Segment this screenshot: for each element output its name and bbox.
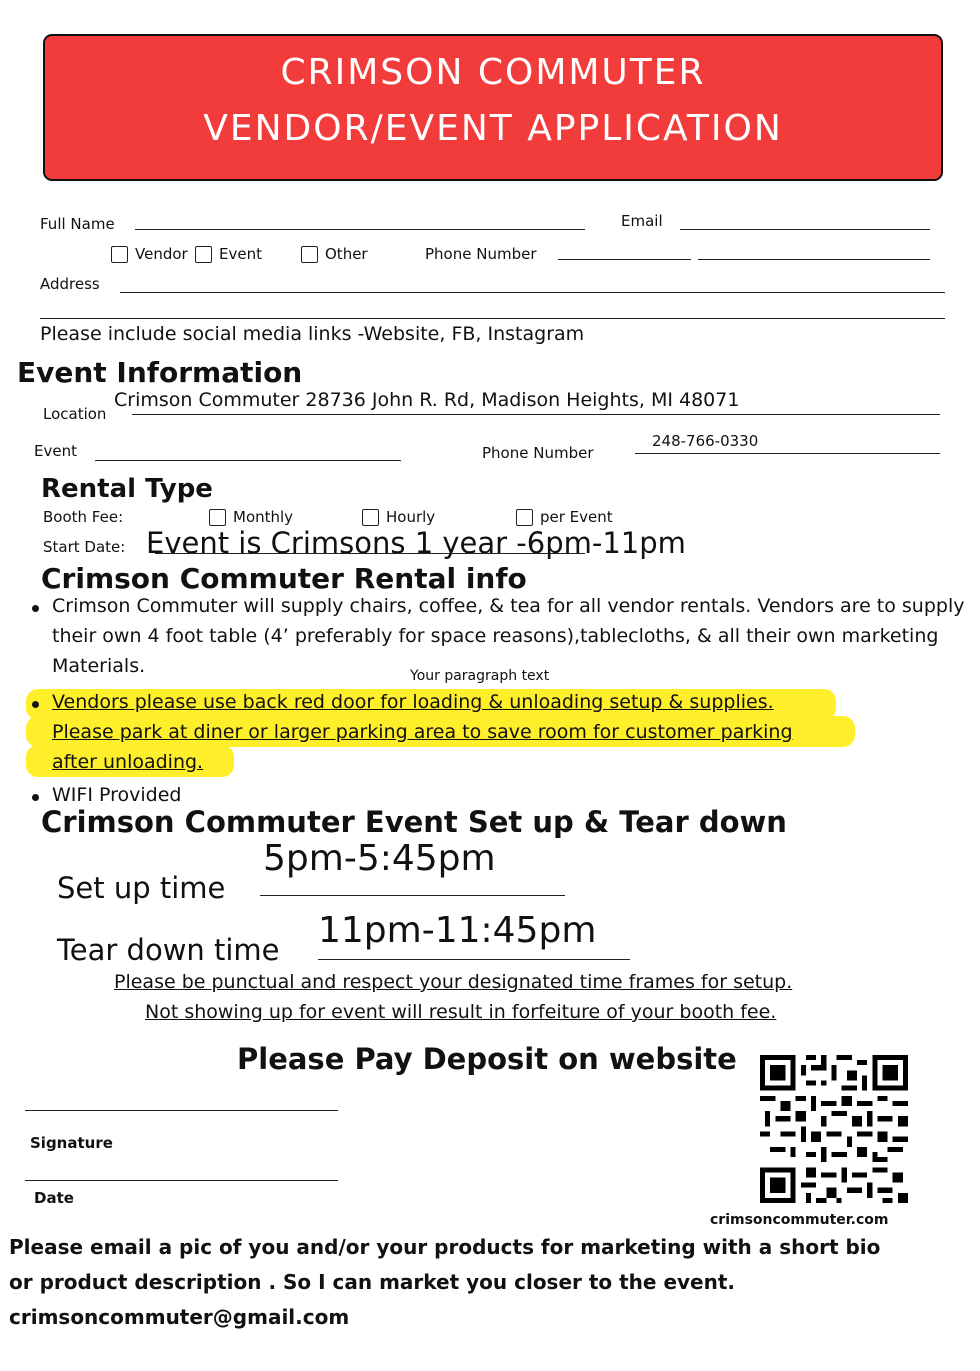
event-label: Event xyxy=(219,245,262,263)
full-name-label: Full Name xyxy=(40,215,115,233)
website-qr-code[interactable] xyxy=(760,1055,908,1203)
footer-line2: or product description . So I can market you closer to the event. xyxy=(9,1270,736,1294)
phone-field-part2[interactable] xyxy=(698,259,930,260)
application-header xyxy=(43,34,943,181)
punctuality-note: Please be punctual and respect your designated time frames for setup. xyxy=(114,971,793,993)
date-label: Date xyxy=(34,1189,74,1207)
email-field[interactable] xyxy=(680,229,930,230)
event-phone-value: 248-766-0330 xyxy=(652,432,759,450)
start-date-field[interactable] xyxy=(155,553,585,554)
pay-deposit-heading: Please Pay Deposit on website xyxy=(237,1042,737,1076)
event-name-label: Event xyxy=(34,442,77,460)
address-label: Address xyxy=(40,275,100,293)
loading-instructions-line3: after unloading. xyxy=(52,751,204,773)
social-media-note: Please include social media links -Website, FB, Instagram xyxy=(40,323,585,345)
setup-time-field[interactable] xyxy=(260,895,565,896)
start-date-value: Event is Crimsons 1 year -6pm-11pm xyxy=(146,526,686,560)
contact-email[interactable]: crimsoncommuter@gmail.com xyxy=(9,1305,350,1329)
event-information-heading: Event Information xyxy=(17,356,303,389)
event-checkbox[interactable] xyxy=(195,246,212,263)
per-event-checkbox[interactable] xyxy=(516,509,533,526)
paragraph-placeholder: Your paragraph text xyxy=(410,668,550,684)
location-label: Location xyxy=(43,405,107,423)
setup-teardown-heading: Crimson Commuter Event Set up & Tear down xyxy=(41,805,787,839)
signature-label: Signature xyxy=(30,1134,113,1152)
header-title-line1: CRIMSON COMMUTER xyxy=(280,52,706,93)
start-date-label: Start Date: xyxy=(43,538,126,556)
signature-field[interactable] xyxy=(25,1110,338,1111)
monthly-label: Monthly xyxy=(233,508,294,526)
date-field[interactable] xyxy=(25,1180,338,1181)
hourly-label: Hourly xyxy=(386,508,436,526)
phone-field-part1[interactable] xyxy=(558,259,691,260)
bullet-dot-1 xyxy=(32,605,39,612)
event-phone-label: Phone Number xyxy=(482,444,594,462)
address-field[interactable] xyxy=(120,292,945,293)
per-event-label: per Event xyxy=(540,508,613,526)
rental-info-heading: Crimson Commuter Rental info xyxy=(41,562,527,595)
wifi-provided-text: WIFI Provided xyxy=(52,784,182,806)
website-url[interactable]: crimsoncommuter.com xyxy=(710,1212,889,1228)
vendor-checkbox[interactable] xyxy=(111,246,128,263)
other-checkbox[interactable] xyxy=(301,246,318,263)
header-title-line2: VENDOR/EVENT APPLICATION xyxy=(203,108,783,149)
booth-fee-label: Booth Fee: xyxy=(43,508,124,526)
hourly-checkbox[interactable] xyxy=(362,509,379,526)
location-value: Crimson Commuter 28736 John R. Rd, Madison Heights, MI 48071 xyxy=(114,389,740,411)
event-phone-field[interactable] xyxy=(635,453,940,454)
full-name-field[interactable] xyxy=(135,229,585,230)
setup-time-label: Set up time xyxy=(57,871,226,905)
rental-info-bullet-1: Crimson Commuter will supply chairs, coffee, & tea for all vendor rentals. Vendors are to supply their own 4 foot table (4’ preferably for space reasons),tablecloths, & all their own marketing Materials. xyxy=(52,595,965,677)
location-field[interactable] xyxy=(132,414,940,415)
vendor-label: Vendor xyxy=(135,245,188,263)
teardown-time-label: Tear down time xyxy=(57,933,280,967)
social-links-field[interactable] xyxy=(40,318,945,319)
footer-line1: Please email a pic of you and/or your products for marketing with a short bio xyxy=(9,1235,881,1259)
email-label: Email xyxy=(621,212,663,230)
phone-number-label: Phone Number xyxy=(425,245,537,263)
event-name-field[interactable] xyxy=(95,460,401,461)
teardown-time-field[interactable] xyxy=(318,959,630,960)
setup-time-value: 5pm-5:45pm xyxy=(263,838,496,879)
other-label: Other xyxy=(325,245,368,263)
loading-instructions-line2: Please park at diner or larger parking area to save room for customer parking xyxy=(52,721,793,743)
monthly-checkbox[interactable] xyxy=(209,509,226,526)
bullet-dot-3 xyxy=(32,794,39,801)
teardown-time-value: 11pm-11:45pm xyxy=(318,910,597,951)
forfeiture-note: Not showing up for event will result in forfeiture of your booth fee. xyxy=(145,1001,777,1023)
rental-type-heading: Rental Type xyxy=(41,474,213,504)
loading-instructions-line1: Vendors please use back red door for loading & unloading setup & supplies. xyxy=(52,691,774,713)
bullet-dot-2 xyxy=(32,701,39,708)
